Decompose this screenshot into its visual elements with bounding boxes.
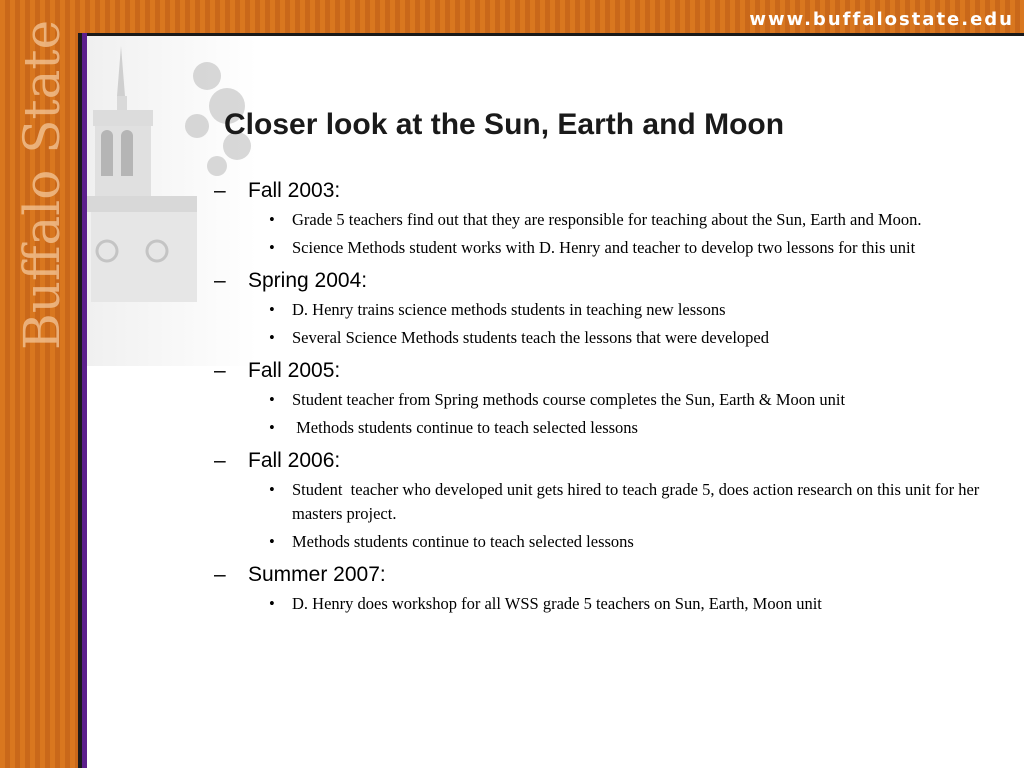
- timeline-section: [212, 560, 992, 616]
- section-heading: – Fall 2005:: [212, 356, 992, 386]
- vertical-logo: Buffalo State: [13, 19, 71, 350]
- bullet-item: • Methods students continue to teach selected lessons: [212, 530, 992, 554]
- left-sidebar: [0, 0, 78, 768]
- top-banner: [0, 0, 1024, 33]
- bullet-dot-icon: •: [269, 480, 275, 499]
- bullet-item: • D. Henry trains science methods students in teaching new lessons: [212, 298, 992, 322]
- bullet-dot-icon: •: [269, 418, 275, 437]
- bullet-item: • Student teacher from Spring methods course completes the Sun, Earth & Moon unit: [212, 388, 992, 412]
- bullet-list: [212, 208, 992, 260]
- dash-icon: –: [214, 179, 226, 202]
- section-heading: – Fall 2006:: [212, 446, 992, 476]
- section-heading: – Summer 2007:: [212, 560, 992, 590]
- bullet-dot-icon: •: [269, 210, 275, 229]
- section-heading: – Spring 2004:: [212, 266, 992, 296]
- timeline-section: [212, 446, 992, 554]
- bullet-dot-icon: •: [269, 328, 275, 347]
- bullet-dot-icon: •: [269, 300, 275, 319]
- dash-icon: –: [214, 563, 226, 586]
- timeline-section: [212, 266, 992, 350]
- bullet-item: • Methods students continue to teach selected lessons: [212, 416, 992, 440]
- bullet-item: • D. Henry does workshop for all WSS grade 5 teachers on Sun, Earth, Moon unit: [212, 592, 992, 616]
- slide-title: Closer look at the Sun, Earth and Moon: [224, 108, 785, 141]
- bullet-dot-icon: •: [269, 390, 275, 409]
- timeline-section: [212, 356, 992, 440]
- bullet-item: • Student teacher who developed unit gets hired to teach grade 5, does action research on this unit for her masters project.: [269, 480, 984, 523]
- bullet-item: • Grade 5 teachers find out that they are responsible for teaching about the Sun, Earth and Moon.: [212, 208, 992, 232]
- bullet-list: [212, 298, 992, 350]
- slide-content: [212, 176, 992, 622]
- dash-icon: –: [214, 359, 226, 382]
- site-url: www.buffalostate.edu: [749, 9, 1014, 30]
- bullet-dot-icon: •: [269, 594, 275, 613]
- bullet-list: [212, 478, 992, 554]
- bullet-list: [212, 592, 992, 616]
- dash-icon: –: [214, 449, 226, 472]
- bullet-list: [212, 388, 992, 440]
- section-heading: – Fall 2003:: [212, 176, 992, 206]
- dash-icon: –: [214, 269, 226, 292]
- timeline-section: [212, 176, 992, 260]
- bullet-item: • Several Science Methods students teach the lessons that were developed: [212, 326, 992, 350]
- bullet-item: • Science Methods student works with D. Henry and teacher to develop two lessons for this unit: [212, 236, 992, 260]
- bullet-dot-icon: •: [269, 238, 275, 257]
- bullet-dot-icon: •: [269, 532, 275, 551]
